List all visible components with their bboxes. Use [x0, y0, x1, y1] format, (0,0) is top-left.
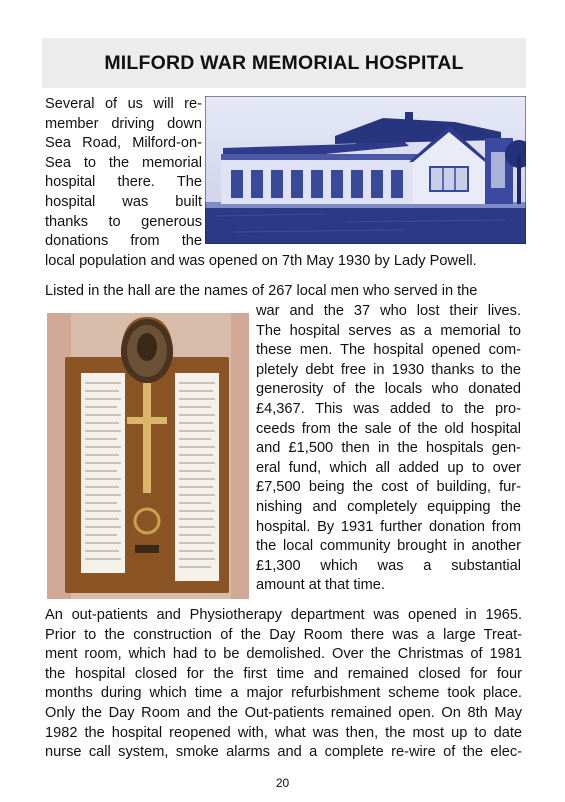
page-number: 20 — [275, 776, 290, 790]
text-line: hospital was built — [45, 193, 202, 210]
text-line: Prior to the construction of the Day Room there was a large Treat- — [45, 626, 522, 643]
text-line: 1982 the hospital reopened with, what was then, the most up to date — [45, 724, 522, 741]
text-line: £1,300 which was a substantial — [256, 557, 521, 574]
text-line: Sea Road, Milford-on- — [45, 135, 202, 152]
text-line: Only the Day Room and the Out-patients remained open. On 8th May — [45, 704, 522, 721]
text-line: generosity of the locals who donated — [256, 381, 521, 398]
text-line: hospital there. The — [45, 174, 202, 191]
text-line: The hospital serves as a memorial to — [256, 322, 521, 339]
text-line: ment room, which had to be demolished. Over the Christmas of 1981 — [45, 646, 522, 663]
text-line: nurse call system, smoke alarms and a complete re-wire of the elec- — [45, 744, 522, 761]
text-line: member driving down — [45, 115, 202, 132]
text-line: amount at that time. — [256, 577, 385, 594]
text-line: ceeds from the sale of the old hospital — [256, 420, 521, 437]
hospital-building-illustration — [205, 96, 526, 244]
intro-tail-text: local population and was opened on 7th May 1930 by Lady Powell. — [45, 253, 477, 269]
text-line: An out-patients and Physiotherapy department was opened in 1965. — [45, 607, 522, 623]
page-title: MILFORD WAR MEMORIAL HOSPITAL — [104, 51, 464, 74]
history-paragraph — [45, 606, 522, 763]
text-line: Sea to the memorial — [45, 154, 202, 171]
memorial-board-illustration — [47, 313, 249, 599]
memorial-lead-text: Listed in the hall are the names of 267 local men who served in the — [45, 283, 478, 299]
text-line: nishing and completely equipping the — [256, 498, 521, 515]
text-line: and £1,500 then in the hospitals gen- — [256, 440, 521, 457]
title-banner — [42, 38, 526, 88]
memorial-board-photo — [47, 313, 249, 599]
text-line: months during which time a major refurbishment scheme took place. — [45, 685, 522, 702]
text-line: donations from the — [45, 233, 202, 250]
text-line: thanks to generous — [45, 213, 202, 230]
text-line: hospital. By 1931 further donation from — [256, 518, 521, 535]
text-line: pletely debt free in 1930 thanks to the — [256, 361, 521, 378]
text-line: the hospital closed for the first time and remained closed for four — [45, 665, 522, 682]
text-line: £7,500 being the cost of building, fur- — [256, 479, 521, 496]
hospital-building-photo — [205, 96, 526, 244]
text-line: these men. The hospital opened com- — [256, 342, 521, 359]
text-line: war and the 37 who lost their lives. — [256, 303, 521, 319]
intro-wrapped-text — [45, 95, 202, 252]
text-line: the local community brought in another — [256, 538, 521, 555]
text-line: eral fund, which all added up to over — [256, 459, 521, 476]
memorial-wrapped-text — [256, 302, 521, 596]
text-line: £4,367. This was added to the pro- — [256, 400, 521, 417]
text-line: Several of us will re- — [45, 96, 202, 112]
